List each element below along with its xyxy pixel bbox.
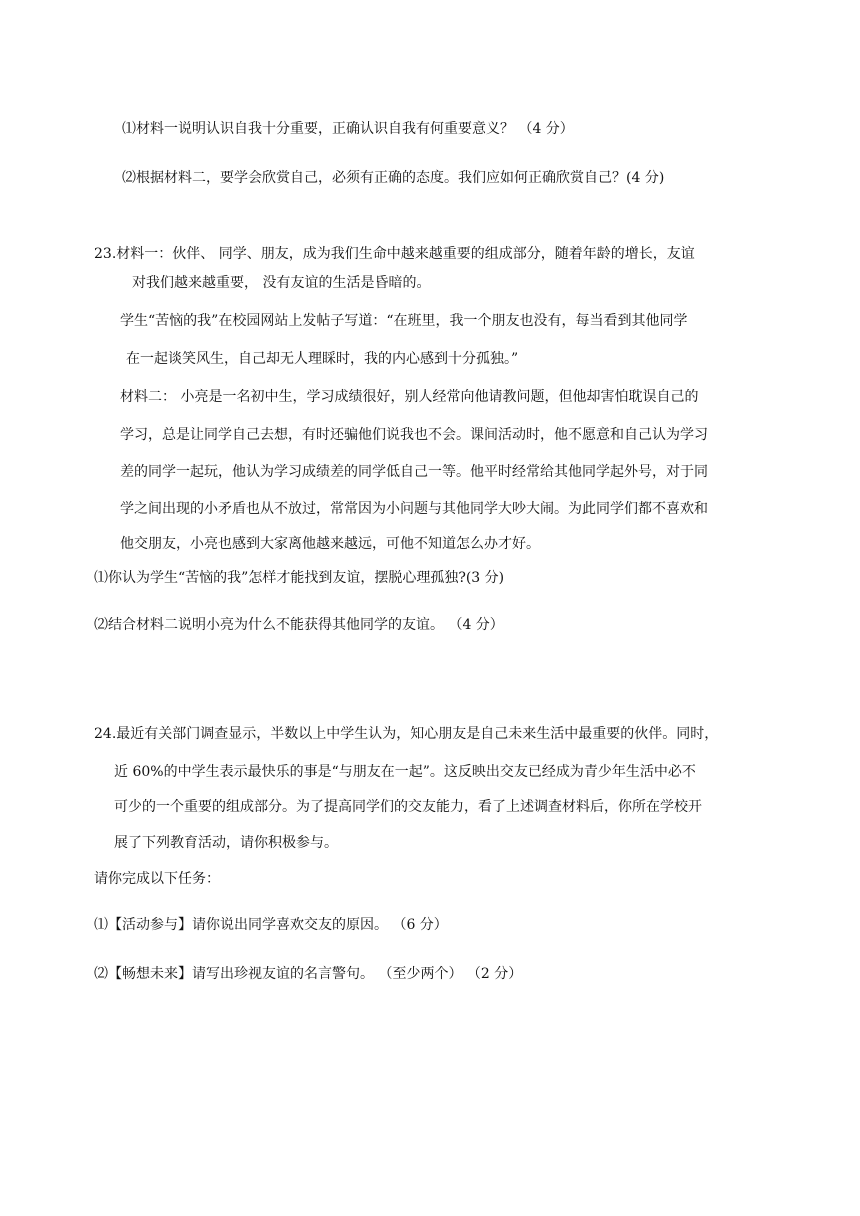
q24-stem-line-3: 可少的一个重要的组成部分。为了提高同学们的交友能力，看了上述调查材料后，你所在学校开	[114, 799, 702, 815]
q23-subquestion-2: ⑵结合材料二说明小亮为什么不能获得其他同学的友谊。 （4 分）	[94, 617, 504, 633]
q23-material-1-line-3: 学生“苦恼的我”在校园网站上发帖子写道：“在班里，我一个朋友也没有，每当看到其他同学	[120, 313, 688, 329]
q23-subquestion-1: ⑴你认为学生“苦恼的我”怎样才能找到友谊，摆脱心理孤独?(3 分)	[94, 570, 505, 586]
q24-task-heading: 请你完成以下任务：	[94, 871, 220, 887]
q22-subquestion-2: ⑵根据材料二，要学会欣赏自己，必须有正确的态度。我们应如何正确欣赏自己？(4 分)	[122, 170, 665, 186]
q24-subquestion-1: ⑴【活动参与】请你说出同学喜欢交友的原因。 （6 分）	[94, 917, 448, 933]
q23-material-2-line-2: 学习，总是让同学自己去想，有时还骗他们说我也不会。课间活动时，他不愿意和自己认为学习	[120, 427, 708, 443]
q24-subquestion-2: ⑵【畅想未来】请写出珍视友谊的名言警句。 （至少两个） （2 分）	[94, 966, 523, 982]
q23-material-2-line-4: 学之间出现的小矛盾也从不放过，常常因为小问题与其他同学大吵大闹。为此同学们都不喜欢和	[120, 501, 708, 517]
q23-material-1-line-4: 在一起谈笑风生，自己却无人理睬时，我的内心感到十分孤独。”	[126, 351, 519, 367]
q24-stem-line-2: 近 60%的中学生表示最快乐的事是“与朋友在一起”。这反映出交友已经成为青少年生活中必不	[114, 764, 696, 780]
q24-stem-line-1: 24.最近有关部门调查显示，半数以上中学生认为，知心朋友是自己未来生活中最重要的伙伴。同时，	[94, 726, 719, 742]
q24-stem-line-4: 展了下列教育活动，请你积极参与。	[114, 835, 338, 851]
q23-material-2-line-5: 他交朋友，小亮也感到大家离他越来越远，可他不知道怎么办才好。	[120, 536, 540, 552]
q23-material-1-line-2: 对我们越来越重要， 没有友谊的生活是昏暗的。	[132, 275, 431, 291]
q22-subquestion-1: ⑴材料一说明认识自我十分重要，正确认识自我有何重要意义？ （4 分）	[122, 121, 574, 137]
q23-material-1-line-1: 23.材料一：伙伴、 同学、朋友，成为我们生命中越来越重要的组成部分，随着年龄的增长，友谊	[94, 246, 695, 262]
q23-material-2-line-3: 差的同学一起玩，他认为学习成绩差的同学低自己一等。他平时经常给其他同学起外号，对于同	[120, 464, 708, 480]
q23-material-2-line-1: 材料二： 小亮是一名初中生，学习成绩很好，别人经常向他请教问题，但他却害怕耽误自己的	[120, 389, 699, 405]
